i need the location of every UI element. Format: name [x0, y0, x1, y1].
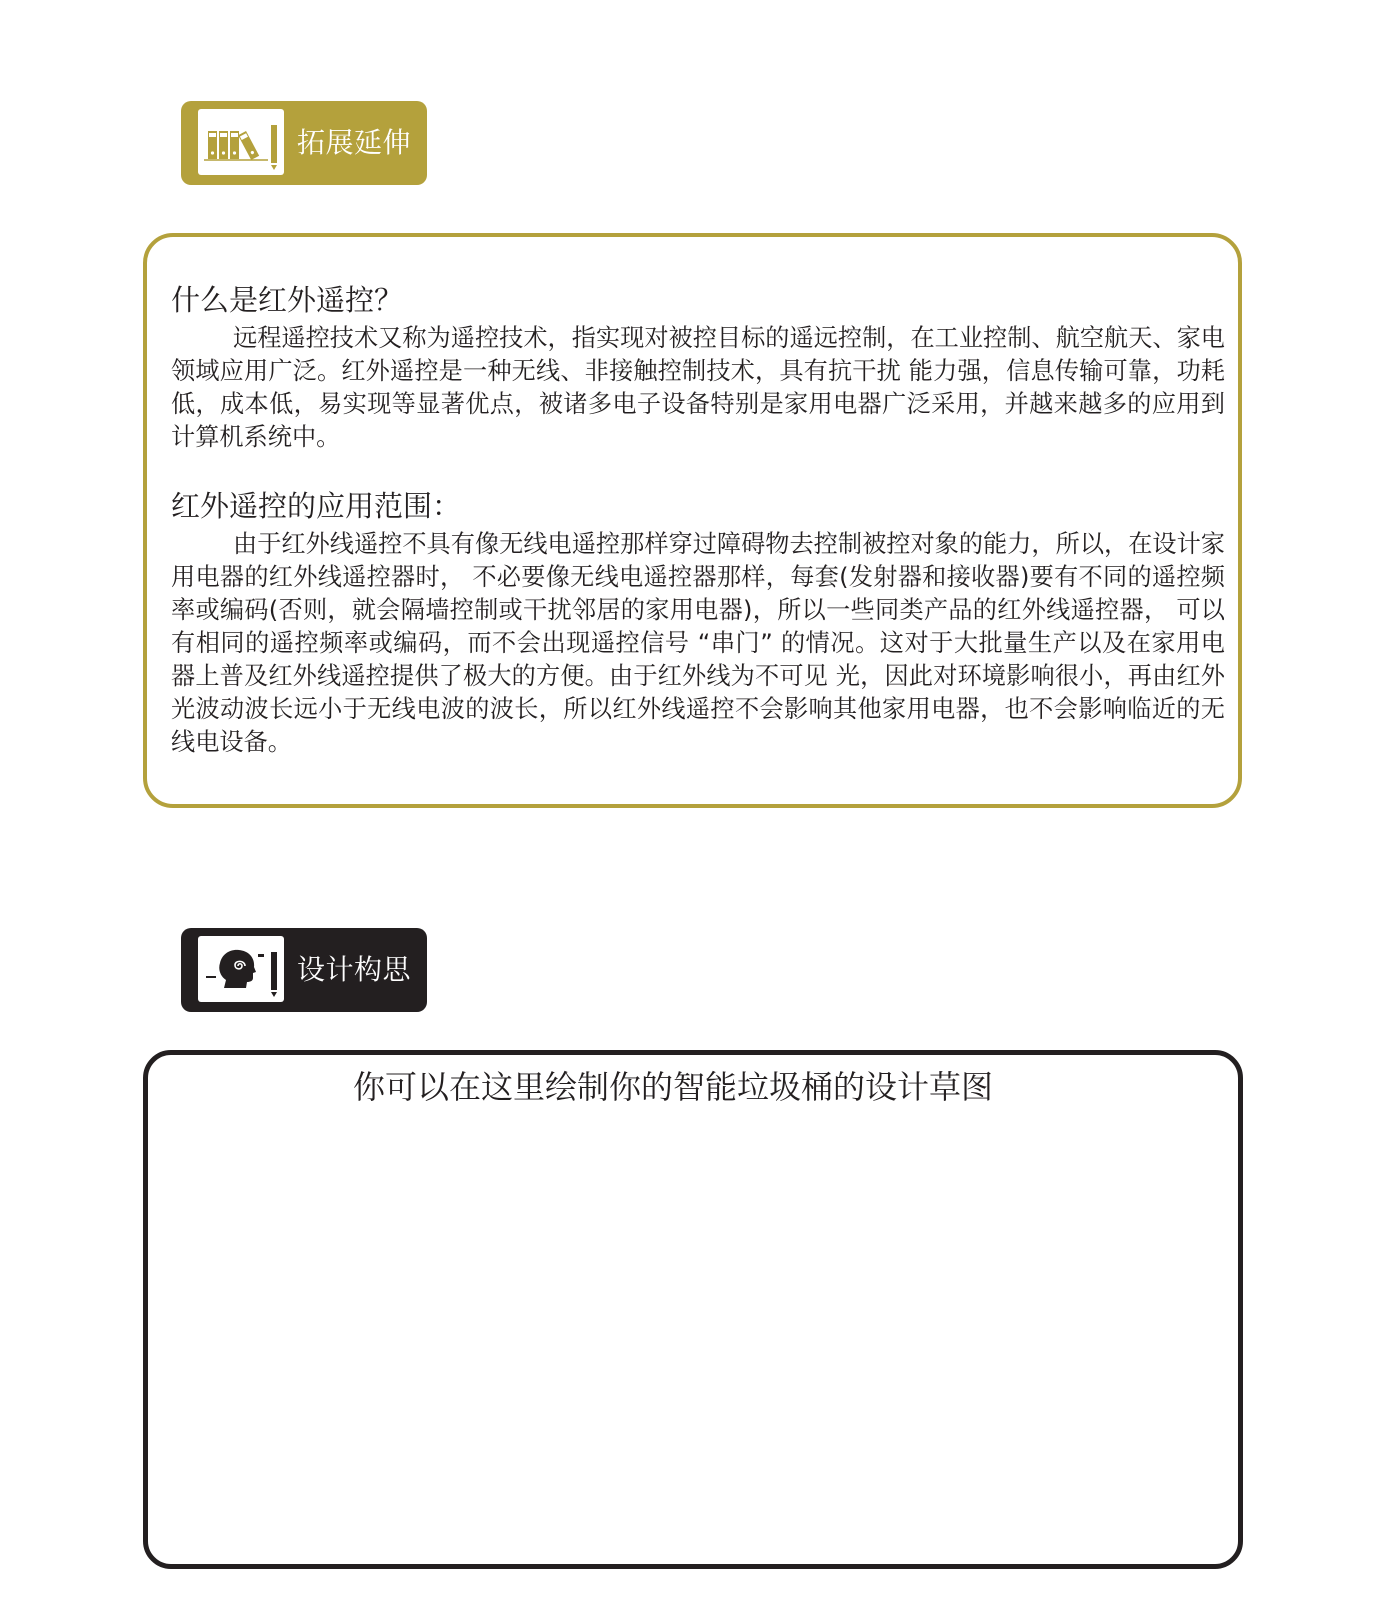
- extension-section-badge: [181, 101, 427, 185]
- design-section-badge: [181, 928, 427, 1012]
- sketch-drawing-area[interactable]: [158, 1125, 1228, 1554]
- infrared-info-panel: [143, 233, 1242, 808]
- sketch-prompt: 你可以在这里绘制你的智能垃圾桶的设计草图: [352, 1068, 993, 1106]
- thinking-head-icon: [198, 936, 284, 1002]
- extension-section-title: 拓展延伸: [297, 126, 412, 159]
- design-section-title: 设计构思: [297, 953, 412, 986]
- infrared-definition-paragraph: 远程遥控技术又称为遥控技术，指实现对被控目标的遥远控制，在工业控制、航空航天、家电领域应用广泛。红外遥控是一种无线、非接触控制技术，具有抗干扰 能力强，信息传输可靠，功耗低，成本低，易实现等显著优点，被诸多电子设备特别是家用电器广泛采用，并越来越多的应用到计算机系统中。: [171, 324, 1225, 451]
- infrared-application-heading: 红外遥控的应用范围：: [171, 489, 462, 523]
- infrared-definition-heading: 什么是红外遥控？: [171, 283, 404, 317]
- sketch-panel: [143, 1050, 1243, 1569]
- infrared-application-paragraph: 由于红外线遥控不具有像无线电遥控那样穿过障碍物去控制被控对象的能力，所以，在设计家用电器的红外线遥控器时， 不必要像无线电遥控器那样，每套(发射器和接收器)要有不同的遥控频率或编码(否则，就会隔墙控制或干扰邻居的家用电器)，所以一些同类产品的红外线遥控器， 可以有相同的遥控频率或编码，而不会出现遥控信号 “串门” 的情况。这对于大批量生产以及在家用电器上普及红外线遥控提供了极大的方便。由于红外线为不可见 光，因此对环境影响很小，再由红外光波动波长远小于无线电波的波长，所以红外线遥控不会影响其他家用电器，也不会影响临近的无线电设备。: [171, 530, 1225, 756]
- binders-icon: [198, 109, 284, 175]
